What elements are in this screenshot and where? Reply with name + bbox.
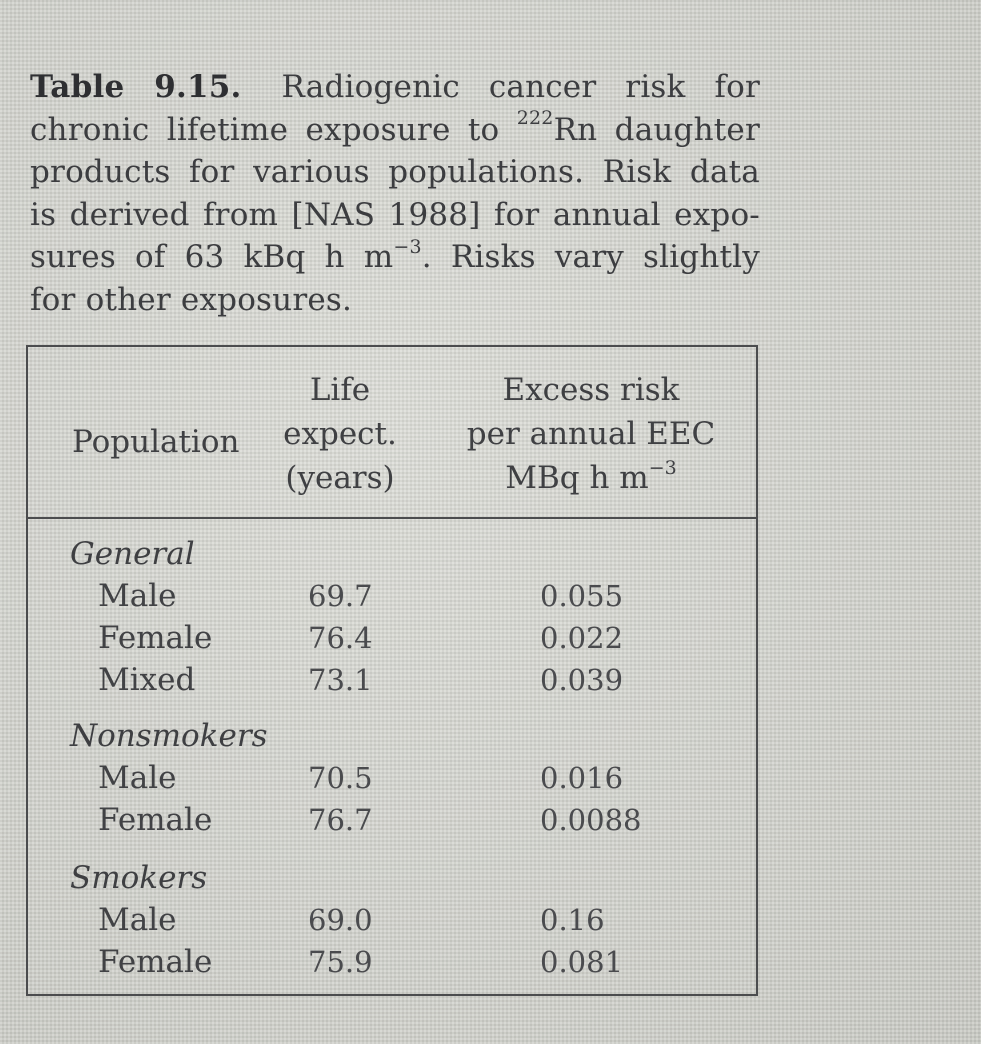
row-population: Male: [98, 902, 177, 938]
row-life-expectancy: 76.7: [308, 803, 373, 837]
table-row: [28, 659, 756, 701]
caption-line-4: is derived from [NAS 1988] for annual expo-: [30, 196, 760, 233]
group-label-general: General: [70, 536, 195, 572]
caption-line-6: for other exposures.: [30, 281, 353, 318]
caption-line-1: [30, 66, 760, 109]
row-life-expectancy: 75.9: [308, 945, 373, 979]
header-divider: [28, 517, 756, 519]
caption-text-5a: sures of 63 kBq h m: [30, 239, 394, 275]
group-label-smokers: Smokers: [70, 860, 208, 896]
group-label-nonsmokers: Nonsmokers: [70, 718, 268, 754]
row-population: Female: [98, 802, 213, 838]
header-risk-line2: per annual EEC: [466, 416, 716, 452]
header-risk-line1: Excess risk: [502, 372, 680, 408]
caption-line-3: products for various populations. Risk data: [30, 154, 760, 190]
table-row: [28, 757, 756, 799]
isotope-mass-number: 222: [516, 106, 554, 129]
row-population: Male: [98, 578, 177, 614]
table-row: [28, 617, 756, 659]
caption-text-1: Radiogenic cancer risk for: [281, 69, 761, 105]
header-risk-unit: MBq h m: [505, 460, 649, 496]
row-life-expectancy: 69.7: [308, 579, 373, 613]
header-life-line1: Life: [309, 372, 371, 408]
table-row: [28, 799, 756, 841]
row-life-expectancy: 70.5: [308, 761, 373, 795]
row-life-expectancy: 69.0: [308, 903, 373, 937]
caption-text-5b: . Risks vary slightly: [421, 239, 761, 275]
table-caption: [30, 66, 760, 321]
row-population: Mixed: [98, 662, 196, 698]
caption-text-3: Rn daughter: [553, 111, 760, 148]
header-life-line3: (years): [285, 460, 395, 496]
table-row: [28, 899, 756, 941]
header-population: Population: [72, 424, 240, 460]
header-life-line2: expect.: [283, 416, 397, 452]
row-life-expectancy: 76.4: [308, 621, 373, 655]
row-population: Male: [98, 760, 177, 796]
row-excess-risk: 0.039: [540, 663, 624, 697]
row-excess-risk: 0.16: [540, 903, 605, 937]
row-population: Female: [98, 620, 213, 656]
row-excess-risk: 0.022: [540, 621, 624, 655]
caption-line-2: [30, 106, 760, 152]
header-risk-exponent: −3: [648, 457, 677, 479]
table-row: [28, 941, 756, 983]
caption-text-2: chronic lifetime exposure to: [30, 111, 500, 148]
header-risk-line3: [450, 457, 732, 499]
row-excess-risk: 0.055: [540, 579, 624, 613]
caption-exponent: −3: [393, 236, 422, 258]
row-population: Female: [98, 944, 213, 980]
row-excess-risk: 0.016: [540, 761, 624, 795]
caption-line-5: [30, 236, 760, 279]
row-excess-risk: 0.0088: [540, 803, 642, 837]
radon-risk-table: [26, 345, 758, 996]
row-excess-risk: 0.081: [540, 945, 624, 979]
caption-label: Table 9.15.: [30, 69, 242, 105]
table-row: [28, 575, 756, 617]
row-life-expectancy: 73.1: [308, 663, 373, 697]
